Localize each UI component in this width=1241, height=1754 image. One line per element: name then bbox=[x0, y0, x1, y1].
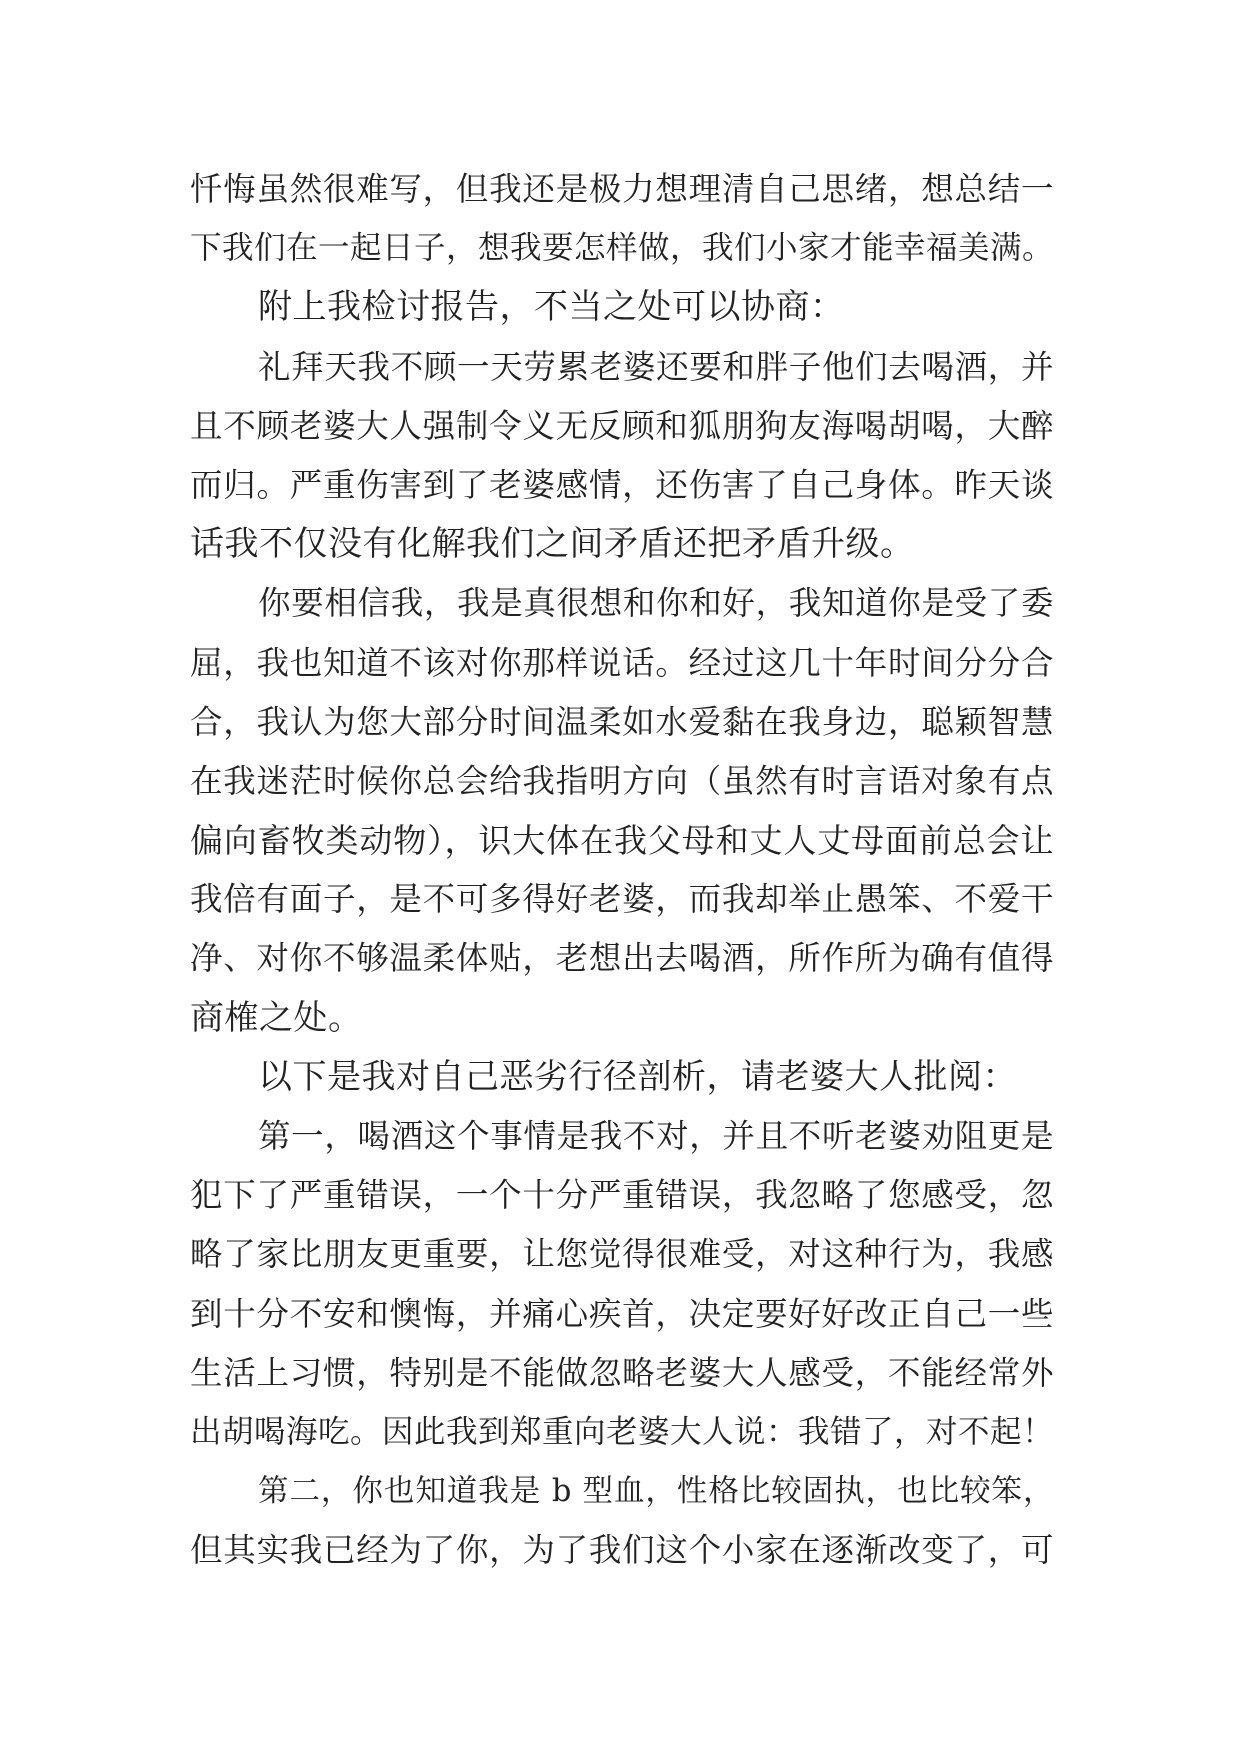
text-line: 在我迷茫时候你总会给我指明方向（虽然有时言语对象有点 bbox=[190, 761, 1054, 800]
text-line: 偏向畜牧类动物），识大体在我父母和丈人丈母面前总会让 bbox=[190, 821, 1054, 861]
text-line: 下我们在一起日子，想我要怎样做，我们小家才能幸福美满。 bbox=[190, 230, 1055, 267]
text-line: 净、对你不够温柔体贴，老想出去喝酒，所作所为确有值得 bbox=[190, 939, 1054, 978]
text-line: 生活上习惯，特别是不能做忽略老婆大人感受，不能经常外 bbox=[190, 1353, 1054, 1392]
text-line: 话我不仅没有化解我们之间矛盾还把矛盾升级。 bbox=[190, 524, 915, 565]
text-line: 第一，喝酒这个事情是我不对，并且不听老婆劝阻更是 bbox=[258, 1117, 1054, 1155]
text-line: 以下是我对自己恶劣行径剖析，请老婆大人批阅： bbox=[258, 1056, 1017, 1097]
text-line: 而归。严重伤害到了老婆感情，还伤害了自己身体。昨天谈 bbox=[190, 465, 1054, 504]
text-line: 我倍有面子，是不可多得好老婆，而我却举止愚笨、不爱干 bbox=[190, 880, 1054, 919]
text-line: 商榷之处。 bbox=[190, 997, 363, 1038]
text-line: 到十分不安和懊悔，并痛心疾首，决定要好好改正自己一些 bbox=[190, 1294, 1054, 1333]
text-line: 第二，你也知道我是 b 型血，性格比较固执，也比较笨， bbox=[258, 1474, 1054, 1510]
text-line: 忏悔虽然很难写，但我还是极力想理清自己思绪，想总结一 bbox=[190, 170, 1054, 208]
text-line: 犯下了严重错误，一个十分严重错误，我忽略了您感受，忽 bbox=[190, 1176, 1054, 1215]
text-line: 且不顾老婆大人强制令义无反顾和狐朋狗友海喝胡喝，大醉 bbox=[190, 406, 1054, 445]
text-line: 附上我检讨报告，不当之处可以协商： bbox=[258, 287, 845, 328]
text-line: 合，我认为您大部分时间温柔如水爱黏在我身边，聪颖智慧 bbox=[190, 702, 1054, 741]
text-line: 礼拜天我不顾一天劳累老婆还要和胖子他们去喝酒，并 bbox=[258, 347, 1054, 386]
text-line: 但其实我已经为了你，为了我们这个小家在逐渐改变了，可 bbox=[190, 1531, 1054, 1570]
text-line: 出胡喝海吃。因此我到郑重向老婆大人说：我错了，对不起！ bbox=[190, 1413, 1055, 1450]
text-line: 你要相信我，我是真很想和你和好，我知道你是受了委 bbox=[258, 584, 1054, 623]
document-body bbox=[190, 160, 1054, 1581]
text-line: 略了家比朋友更重要，让您觉得很难受，对这种行为，我感 bbox=[190, 1235, 1054, 1274]
text-line: 屈，我也知道不该对你那样说话。经过这几十年时间分分合 bbox=[190, 643, 1054, 682]
